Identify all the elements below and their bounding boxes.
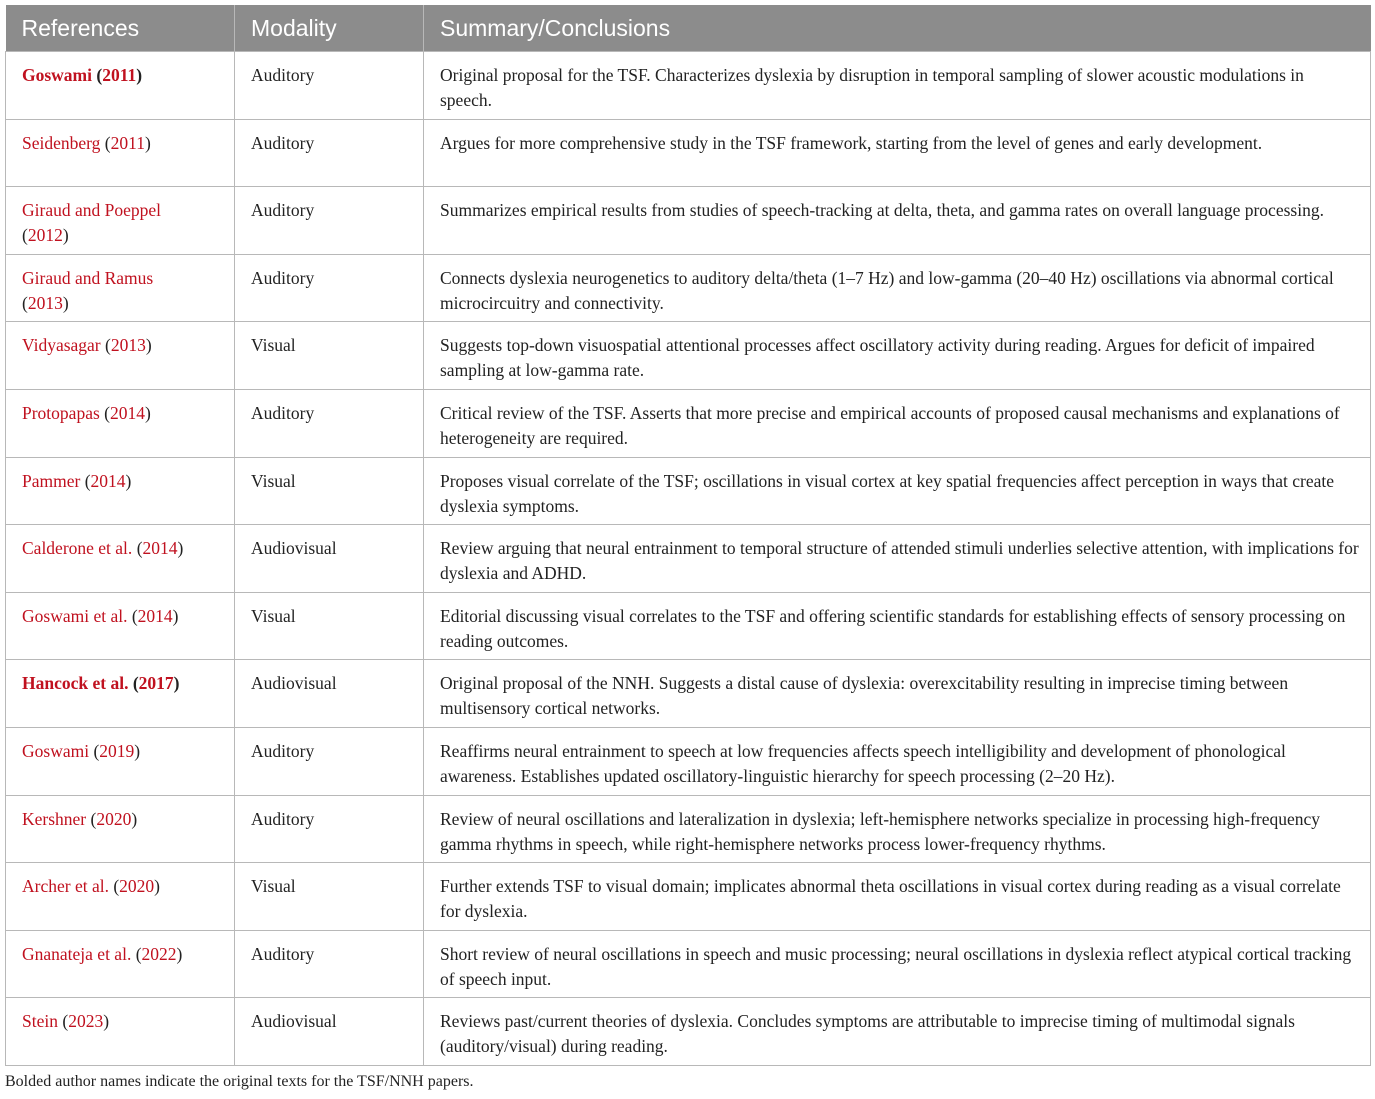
reference-link[interactable] (22, 944, 182, 964)
table-footnote: Bolded author names indicate the original texts for the TSF/NNH papers. (5, 1073, 474, 1090)
table-body (6, 52, 1371, 1066)
paren-close: ) (172, 605, 179, 626)
paren-close: ) (103, 1011, 110, 1032)
table-row (6, 322, 1371, 390)
reference-year[interactable]: 2017 (138, 673, 174, 694)
paren-open: ( (96, 65, 103, 85)
reference-cell (6, 119, 235, 187)
table-row (6, 727, 1371, 795)
table-row (6, 660, 1371, 728)
paren-close: ) (134, 740, 141, 761)
modality-cell: Audiovisual (235, 525, 424, 593)
paren-close: ) (62, 225, 69, 246)
reference-author: Giraud and Poeppel (22, 200, 161, 221)
reference-link[interactable] (22, 673, 179, 693)
reference-cell (6, 592, 235, 660)
paren-open: ( (22, 292, 28, 313)
table-row (6, 592, 1371, 660)
reference-cell (6, 930, 235, 998)
reference-author: Stein (22, 1011, 58, 1032)
modality-cell: Auditory (235, 254, 424, 322)
paren-open: ( (93, 740, 100, 761)
table-row (6, 525, 1371, 593)
paren-open: ( (136, 538, 143, 559)
summary-cell: Proposes visual correlate of the TSF; oscillations in visual cortex at key spatial frequencies affect perception in ways that create dyslexia symptoms. (424, 457, 1371, 525)
reference-year[interactable]: 2020 (119, 876, 155, 897)
table-row (6, 930, 1371, 998)
table-header-row (6, 5, 1371, 52)
table-row (6, 998, 1371, 1066)
reference-link[interactable] (22, 538, 183, 558)
references-table-container (5, 5, 1370, 1066)
reference-cell (6, 727, 235, 795)
modality-cell: Audiovisual (235, 660, 424, 728)
paren-open: ( (132, 673, 139, 694)
summary-cell: Reaffirms neural entrainment to speech at low frequencies affects speech intelligibility and development of phonological awareness. Establishes updated oscillatory-linguistic hierarchy for speech processing (2–20 Hz). (424, 727, 1371, 795)
paren-close: ) (131, 808, 138, 829)
reference-year[interactable]: 2020 (96, 808, 132, 829)
summary-cell: Short review of neural oscillations in speech and music processing; neural oscillations in dyslexia reflect atypical cortical tracking of speech input. (424, 930, 1371, 998)
modality-cell: Auditory (235, 389, 424, 457)
reference-cell (6, 52, 235, 120)
reference-cell (6, 254, 235, 322)
reference-link[interactable] (22, 268, 153, 313)
reference-author: Hancock et al. (22, 673, 129, 694)
reference-year[interactable]: 2011 (102, 65, 137, 85)
reference-year[interactable]: 2023 (68, 1011, 104, 1032)
reference-author: Goswami (22, 740, 90, 761)
reference-cell (6, 795, 235, 863)
summary-cell: Review of neural oscillations and lateralization in dyslexia; left-hemisphere networks specialize in processing high-frequency gamma rhythms in speech, while right-hemisphere networks process lower-frequency rhythms. (424, 795, 1371, 863)
reference-year[interactable]: 2013 (110, 335, 146, 356)
summary-cell: Original proposal for the TSF. Characterizes dyslexia by disruption in temporal sampling of slower acoustic modulations in speech. (424, 52, 1371, 120)
reference-cell (6, 998, 235, 1066)
table-row (6, 52, 1371, 120)
paren-open: ( (131, 605, 138, 626)
modality-cell: Visual (235, 592, 424, 660)
modality-cell: Auditory (235, 795, 424, 863)
reference-year[interactable]: 2013 (27, 292, 63, 313)
paren-close: ) (177, 538, 184, 559)
modality-cell: Auditory (235, 930, 424, 998)
table-row (6, 457, 1371, 525)
paren-close: ) (176, 943, 183, 964)
reference-author: Seidenberg (22, 132, 101, 153)
reference-author: Archer et al. (22, 876, 109, 897)
paren-open: ( (84, 470, 91, 491)
paren-close: ) (144, 402, 151, 423)
table-row (6, 863, 1371, 931)
summary-cell: Reviews past/current theories of dyslexia. Concludes symptoms are attributable to imprecise timing of multimodal signals (auditory/visual) during reading. (424, 998, 1371, 1066)
summary-cell: Suggests top-down visuospatial attentional processes affect oscillatory activity during reading. Argues for deficit of impaired sampling at low-gamma rate. (424, 322, 1371, 390)
reference-cell (6, 525, 235, 593)
reference-year[interactable]: 2019 (99, 740, 135, 761)
reference-cell (6, 322, 235, 390)
reference-link[interactable] (22, 200, 161, 245)
summary-cell: Summarizes empirical results from studies of speech-tracking at delta, theta, and gamma rates on overall language processing. (424, 187, 1371, 255)
modality-cell: Auditory (235, 727, 424, 795)
reference-link[interactable] (22, 741, 140, 761)
summary-cell: Original proposal of the NNH. Suggests a distal cause of dyslexia: overexcitability resulting in imprecise timing between multisensory cortical networks. (424, 660, 1371, 728)
reference-link[interactable] (22, 606, 179, 626)
modality-cell: Visual (235, 457, 424, 525)
modality-cell: Auditory (235, 119, 424, 187)
table-row (6, 389, 1371, 457)
reference-year[interactable]: 2012 (27, 225, 63, 246)
table-row (6, 254, 1371, 322)
reference-cell (6, 457, 235, 525)
modality-cell: Visual (235, 863, 424, 931)
reference-link[interactable] (22, 65, 142, 85)
paren-close: ) (136, 65, 143, 85)
paren-open: ( (104, 132, 111, 153)
summary-cell: Editorial discussing visual correlates to the TSF and offering scientific standards for establishing effects of sensory processing on reading outcomes. (424, 592, 1371, 660)
reference-author: Calderone et al. (22, 538, 133, 559)
modality-cell: Audiovisual (235, 998, 424, 1066)
paren-open: ( (62, 1011, 69, 1032)
reference-link[interactable] (22, 403, 151, 423)
reference-author: Goswami et al. (22, 605, 128, 626)
summary-cell: Review arguing that neural entrainment to temporal structure of attended stimuli underlies selective attention, with implications for dyslexia and ADHD. (424, 525, 1371, 593)
reference-author: Giraud and Ramus (22, 267, 154, 288)
reference-author: Pammer (22, 470, 81, 491)
reference-year[interactable]: 2014 (142, 538, 178, 559)
summary-cell: Critical review of the TSF. Asserts that more precise and empirical accounts of proposed causal mechanisms and explanations of heterogeneity are required. (424, 389, 1371, 457)
reference-year[interactable]: 2011 (110, 132, 145, 153)
paren-open: ( (113, 876, 120, 897)
reference-author: Goswami (22, 65, 92, 85)
reference-cell (6, 389, 235, 457)
header-summary: Summary/Conclusions (424, 5, 1371, 52)
paren-open: ( (22, 225, 28, 246)
paren-open: ( (105, 335, 111, 356)
paren-open: ( (90, 808, 97, 829)
reference-link[interactable] (22, 335, 152, 355)
table-row (6, 795, 1371, 863)
header-references: References (6, 5, 235, 52)
summary-cell: Argues for more comprehensive study in the TSF framework, starting from the level of genes and early development. (424, 119, 1371, 187)
reference-year[interactable]: 2014 (137, 605, 173, 626)
reference-cell (6, 660, 235, 728)
paren-close: ) (62, 292, 69, 313)
reference-author: Vidyasagar (22, 335, 101, 356)
reference-cell (6, 863, 235, 931)
modality-cell: Visual (235, 322, 424, 390)
reference-link[interactable] (22, 471, 131, 491)
reference-year[interactable]: 2022 (141, 943, 177, 964)
reference-link[interactable] (22, 1011, 109, 1031)
table-row (6, 119, 1371, 187)
modality-cell: Auditory (235, 187, 424, 255)
paren-open: ( (104, 402, 110, 423)
reference-link[interactable] (22, 133, 151, 153)
paren-close: ) (125, 470, 132, 491)
references-table (5, 5, 1371, 1066)
reference-link[interactable] (22, 809, 137, 829)
paren-close: ) (145, 335, 152, 356)
reference-author: Gnanateja et al. (22, 943, 132, 964)
reference-author: Kershner (22, 808, 87, 829)
paren-close: ) (173, 673, 180, 694)
paren-close: ) (154, 876, 160, 897)
reference-link[interactable] (22, 876, 160, 896)
paren-open: ( (135, 943, 142, 964)
header-modality: Modality (235, 5, 424, 52)
reference-year[interactable]: 2014 (90, 470, 126, 491)
table-row (6, 187, 1371, 255)
summary-cell: Connects dyslexia neurogenetics to auditory delta/theta (1–7 Hz) and low-gamma (20–40 Hz) oscillations via abnormal cortical microcircuitry and connectivity. (424, 254, 1371, 322)
reference-year[interactable]: 2014 (109, 402, 145, 423)
reference-author: Protopapas (22, 402, 100, 423)
modality-cell: Auditory (235, 52, 424, 120)
summary-cell: Further extends TSF to visual domain; implicates abnormal theta oscillations in visual cortex during reading as a visual correlate for dyslexia. (424, 863, 1371, 931)
paren-close: ) (144, 132, 151, 153)
reference-cell (6, 187, 235, 255)
